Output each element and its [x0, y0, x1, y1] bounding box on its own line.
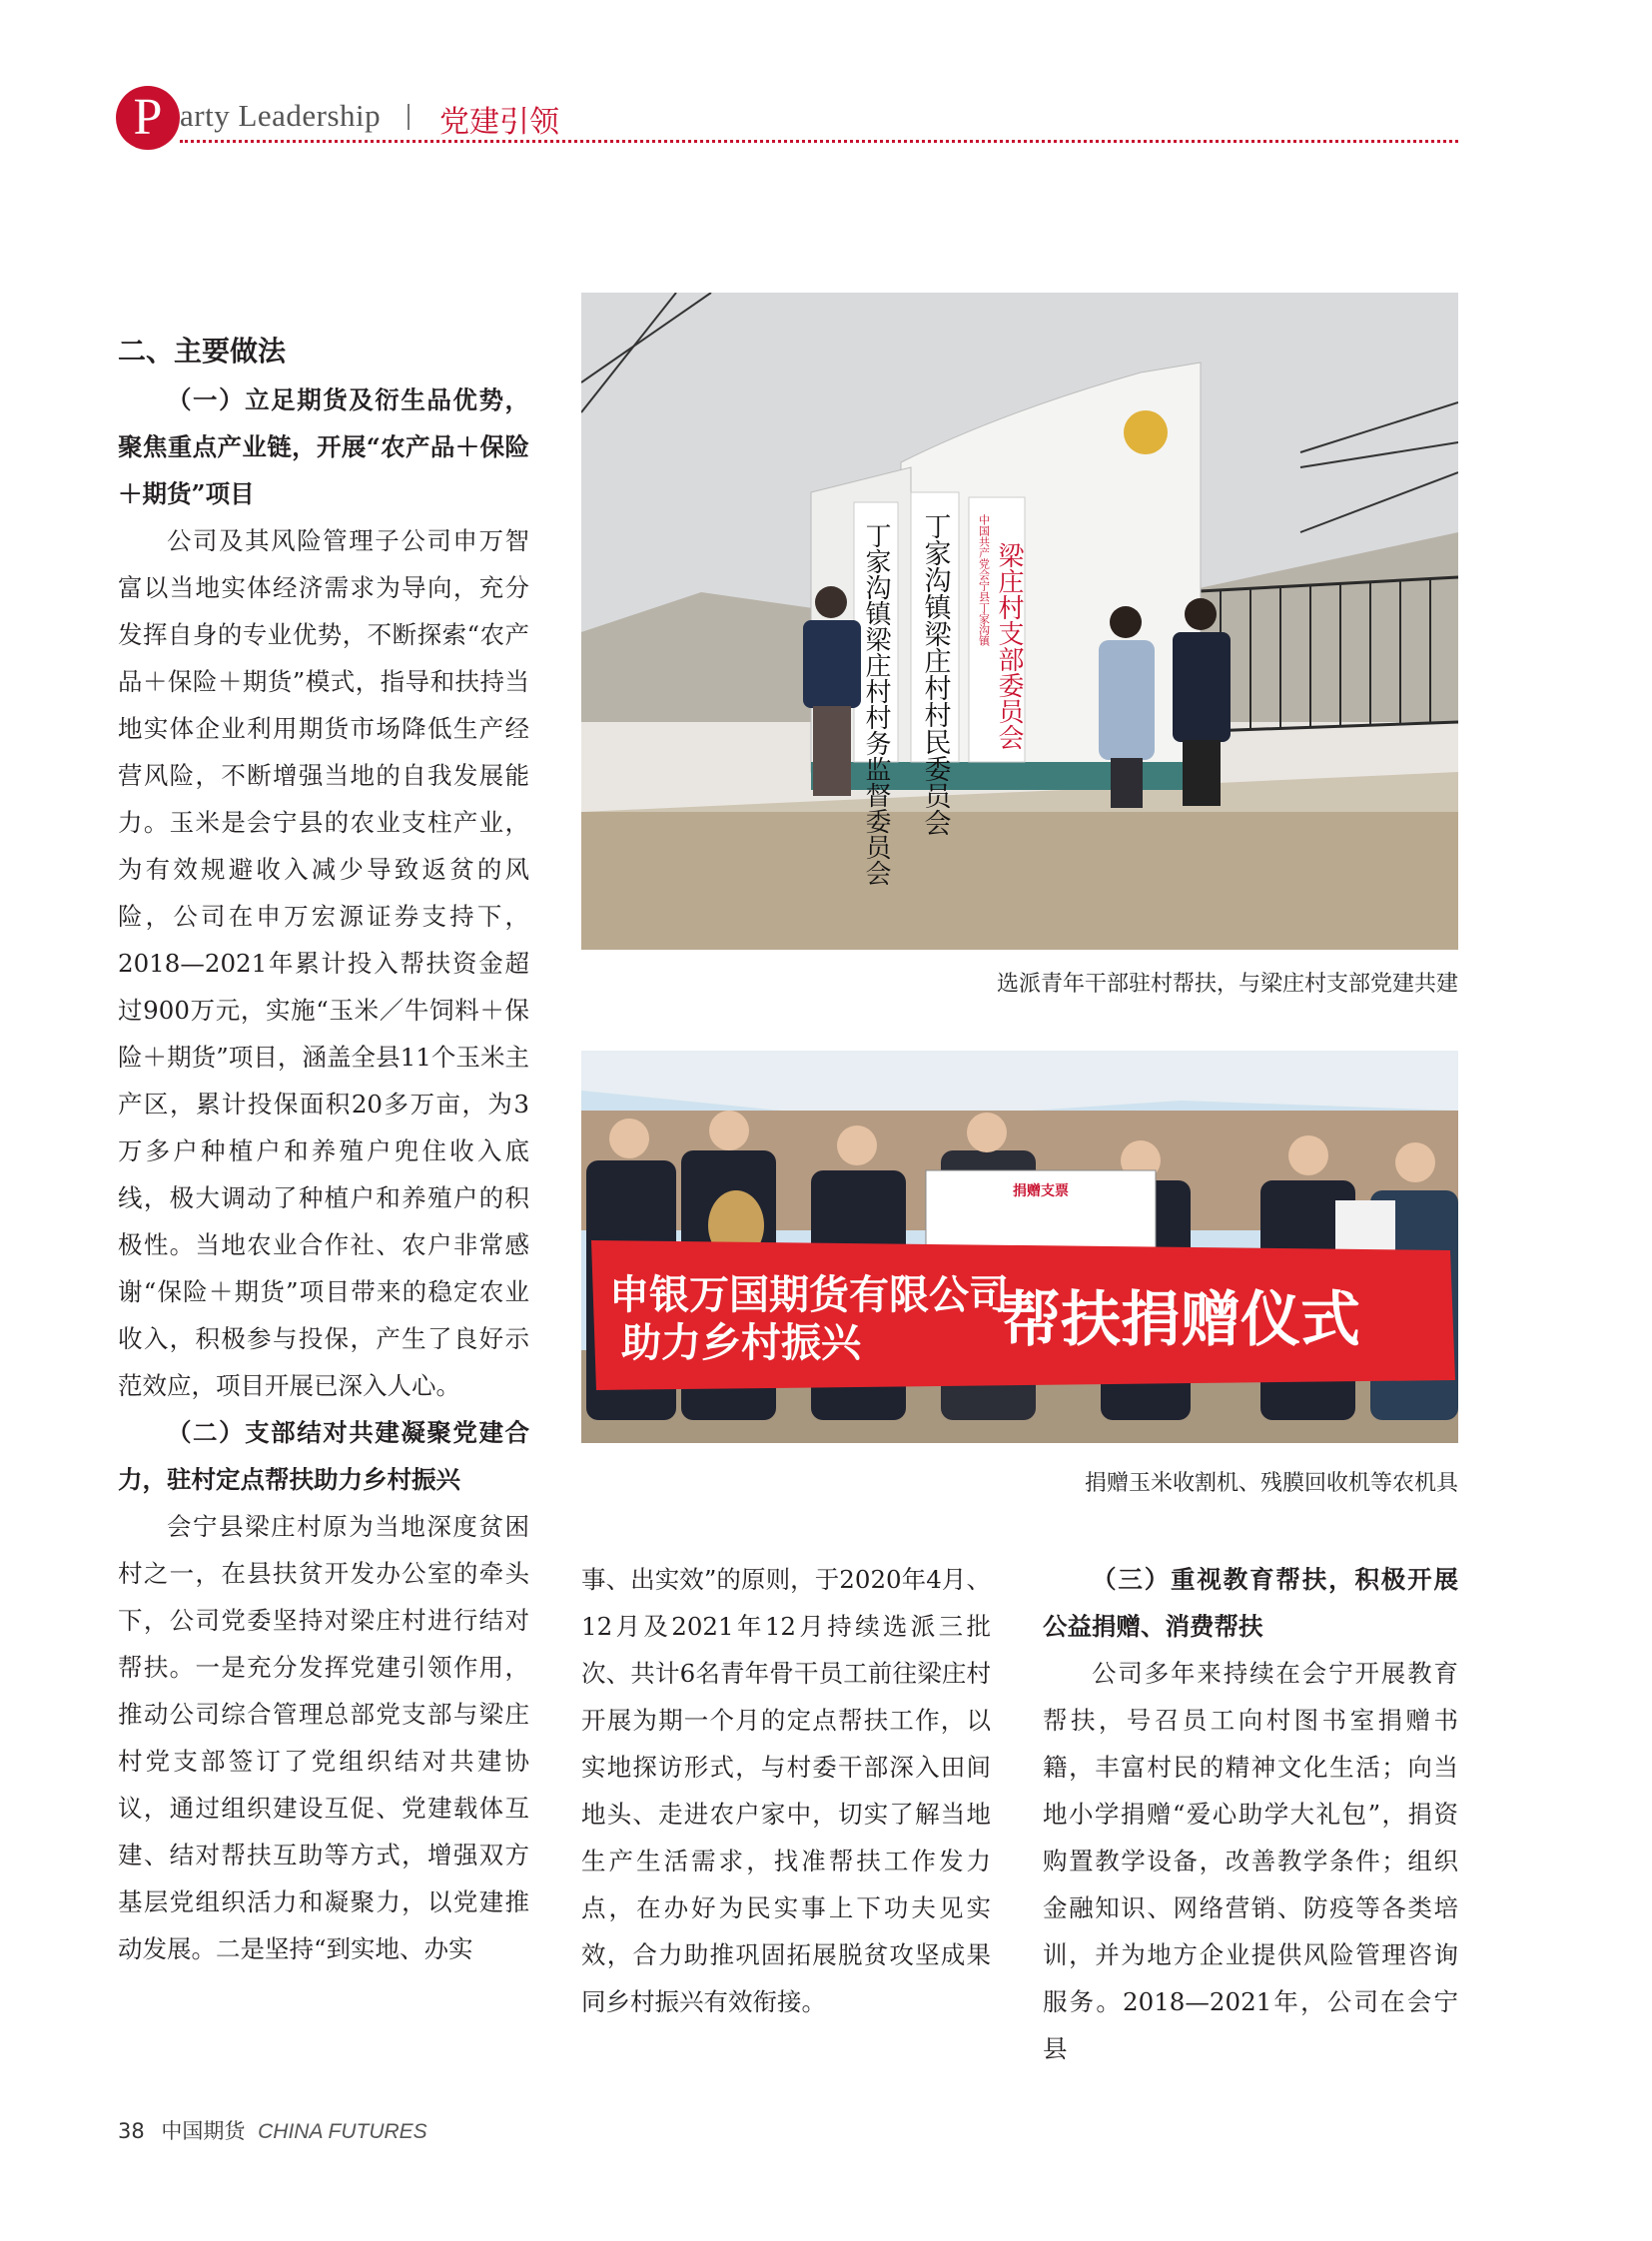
subheading-2: （二）支部结对共建凝聚党建合力，驻村定点帮扶助力乡村振兴: [118, 1418, 529, 1494]
sign-mid-text: 丁家沟镇梁庄村村民委员会: [919, 512, 951, 836]
photo-donation-ceremony: [581, 1051, 1458, 1443]
column-2: [581, 1556, 991, 2025]
paragraph-3: 事、出实效”的原则，于2020年4月、12月及2021年12月持续选派三批次、共计6名青年骨干员工前往梁庄村开展为期一个月的定点帮扶工作，以实地探访形式，与村委干部深入田间地头、走进农户家中，切实了解当地生产生活需求，找准帮扶工作发力点，在办好为民实事上下功夫见实效，合力助推巩固拓展脱贫攻坚成果同乡村振兴有效衔接。: [581, 1565, 991, 2016]
magazine-name-en: CHINA FUTURES: [258, 2120, 427, 2143]
subheading-3: （三）重视教育帮扶，积极开展公益捐赠、消费帮扶: [1043, 1565, 1458, 1641]
subheading-1: （一）立足期货及衍生品优势，聚焦重点产业链，开展“农产品＋保险＋期货”项目: [118, 385, 529, 508]
photo-village-signboard: [581, 293, 1458, 950]
header-dotted-rule: [180, 140, 1458, 143]
page-number: 38: [118, 2119, 145, 2143]
paragraph-2: 会宁县梁庄村原为当地深度贫困村之一，在县扶贫开发办公室的牵头下，公司党委坚持对梁庄村进行结对帮扶。一是充分发挥党建引领作用，推动公司综合管理总部党支部与梁庄村党支部签订了党组织结对共建协议，通过组织建设互促、党建载体互建、结对帮扶互助等方式，增强双方基层党组织活力和凝聚力，以党建推动发展。二是坚持“到实地、办实: [118, 1512, 529, 1963]
sign-left-text: 丁家沟镇梁庄村村务监督委员会: [861, 522, 891, 886]
board-title: 捐赠支票: [1013, 1183, 1069, 1199]
banner-right-text: 帮扶捐赠仪式: [1001, 1285, 1360, 1355]
paragraph-4: 公司多年来持续在会宁开展教育帮扶，号召员工向村图书室捐赠书籍，丰富村民的精神文化生活；向当地小学捐赠“爱心助学大礼包”，捐资购置教学设备，改善教学条件；组织金融知识、网络营销、防疫等各类培训，并为地方企业提供风险管理咨询服务。2018—2021年，公司在会宁县: [1043, 1659, 1458, 2063]
section-title: 二、主要做法: [118, 335, 287, 368]
header-chinese-title: 党建引领: [439, 105, 559, 140]
column-3: [1043, 1556, 1458, 2072]
sign-right-small-text: 中国共产党会宁县丁家沟镇: [977, 514, 991, 646]
sign-right-big-text: 梁庄村支部委员会: [994, 542, 1024, 750]
photo-2-caption: 捐赠玉米收割机、残膜回收机等农机具: [1084, 1471, 1458, 1496]
page-footer: [118, 2115, 427, 2145]
magazine-name-cn: 中国期货: [161, 2119, 246, 2143]
paragraph-1: 公司及其风险管理子公司申万智富以当地实体经济需求为导向，充分发挥自身的专业优势，不断探索“农产品＋保险＋期货”模式，指导和扶持当地实体企业利用期货市场降低生产经营风险，不断增强当地的自我发展能力。玉米是会宁县的农业支柱产业，为有效规避收入减少导致返贫的风险，公司在申万宏源证券支持下，2018—2021年累计投入帮扶资金超过900万元，实施“玉米／牛饲料＋保险＋期货”项目，涵盖全县11个玉米主产区，累计投保面积20多万亩，为3万多户种植户和养殖户兜住收入底线，极大调动了种植户和养殖户的积极性。当地农业合作社、农户非常感谢“保险＋期货”项目带来的稳定农业收入，积极参与投保，产生了良好示范效应，项目开展已深入人心。: [118, 526, 529, 1400]
banner-line-1: 申银万国期货有限公司: [609, 1272, 1009, 1318]
header-separator: [408, 104, 410, 130]
logo-badge: P: [116, 86, 180, 150]
header-english-title: arty Leadership: [180, 98, 382, 133]
photo-1-caption: 选派青年干部驻村帮扶，与梁庄村支部党建共建: [996, 972, 1458, 997]
column-1-top: [118, 376, 529, 1972]
banner-line-2: 助力乡村振兴: [621, 1320, 861, 1366]
